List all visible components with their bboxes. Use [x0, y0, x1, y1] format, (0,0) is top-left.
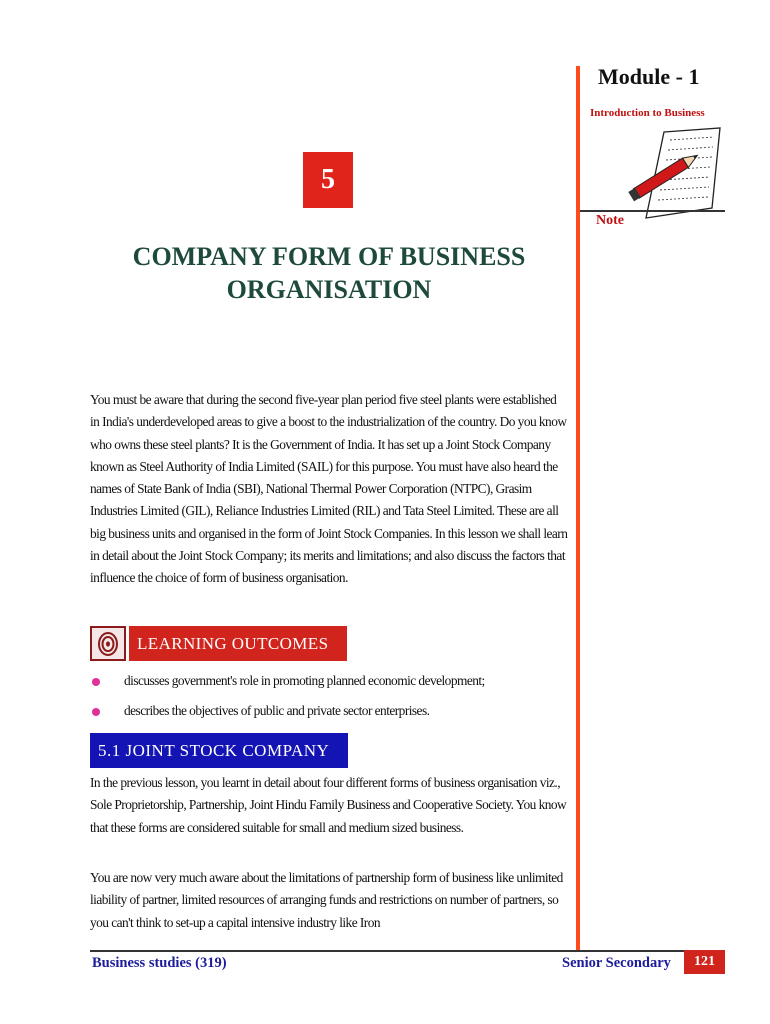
margin-divider [576, 66, 580, 950]
note-underline [580, 210, 725, 212]
target-icon [90, 626, 126, 661]
section-heading: 5.1 JOINT STOCK COMPANY [90, 733, 348, 768]
chapter-title-line1: COMPANY FORM OF BUSINESS [132, 242, 526, 271]
footer-divider [90, 950, 725, 952]
chapter-title [90, 240, 568, 306]
footer-level: Senior Secondary [562, 955, 671, 971]
page-number: 121 [684, 950, 725, 974]
learning-outcomes-heading: LEARNING OUTCOMES [129, 626, 347, 661]
learning-outcomes-header [90, 626, 347, 661]
section-paragraph-1: In the previous lesson, you learnt in detail about four different forms of business organisation viz., Sole Proprietorship, Partnership, Joint Hindu Family Business and Cooperative Society. You know that these forms are considered suitable for small and medium sized business. [90, 775, 567, 835]
learning-outcomes-list [90, 668, 568, 728]
list-item: describes the objectives of public and private sector enterprises. [90, 698, 568, 728]
intro-paragraph: You must be aware that during the second five-year plan period five steel plants were established in India's underdeveloped areas to give a boost to the industrialization of the country. Do you know who owns these steel plants? It is the Government of India. It has set up a Joint Stock Company known as Steel Authority of India Limited (SAIL) for this purpose. You must have also heard the names of State Bank of India (SBI), National Thermal Power Corporation (NTPC), Grasim Industries Limited (GIL), Reliance Industries Limited (RIL) and Tata Steel Limited. These are all big business units and organised in the form of Joint Stock Companies. In this lesson we shall learn in detail about the Joint Stock Company; its merits and limitations; and also discuss the factors that influence the choice of form of business organisation. [90, 392, 568, 586]
module-title: Module - 1 [598, 64, 700, 89]
module-subtitle: Introduction to Business [590, 107, 705, 119]
footer-course-title: Business studies (319) [92, 955, 227, 971]
chapter-title-line2: ORGANISATION [226, 275, 432, 304]
chapter-number-badge: 5 [303, 152, 353, 208]
note-pencil-icon [624, 126, 724, 222]
bullet-icon [92, 678, 100, 686]
list-item: discusses government's role in promoting planned economic development; [90, 668, 568, 698]
section-paragraph-2: You are now very much aware about the limitations of partnership form of business like unlimited liability of partner, limited resources of arranging funds and restrictions on number of partners, so you can't think to set-up a capital intensive industry like Iron [90, 870, 563, 930]
bullet-icon [92, 708, 100, 716]
note-label: Note [596, 213, 624, 228]
